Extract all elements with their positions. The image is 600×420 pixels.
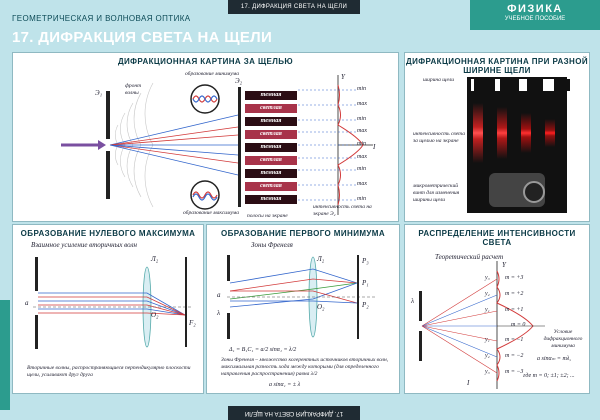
level-5: min [357, 141, 366, 147]
panel-first-minimum [206, 224, 400, 394]
panel-intensity-distribution [404, 224, 590, 394]
label-a: a [25, 299, 29, 307]
stripe-column [245, 91, 297, 211]
label-p1: P₁ [362, 279, 369, 287]
label-f2: F₂ [189, 319, 196, 327]
slit-photo-3 [519, 79, 543, 91]
subject-line: ГЕОМЕТРИЧЕСКАЯ И ВОЛНОВАЯ ОПТИКА [12, 14, 191, 23]
screen [357, 255, 359, 339]
publisher-side-strip [0, 300, 10, 410]
incident-arrowhead [98, 140, 106, 150]
subtitle: Зоны Френеля [251, 241, 293, 249]
panel-diffraction-pattern [12, 52, 399, 222]
label-intensity-e2: интенсивность света на экране Э₂ [313, 204, 372, 217]
screen-e2 [238, 87, 241, 207]
order-1: m = +3 [505, 275, 524, 281]
note: Зоны Френеля – множество когерентных источников вторичных волн, максимальная разность хода между которыми (для определенного направления распространения) равна λ/2 [221, 357, 389, 377]
slit-photo-1 [471, 79, 490, 91]
order-5: m = −1 [505, 337, 524, 343]
label-stripes: полосы на экране [247, 213, 288, 219]
screen-e1-top [106, 91, 110, 139]
zero-max-diagram [13, 251, 203, 351]
label-e1: Э₁ [95, 89, 103, 97]
level-7: min [357, 166, 366, 172]
slit-bottom [35, 315, 38, 349]
band-3: темная [245, 117, 297, 126]
band-5: темная [245, 143, 297, 152]
slit-bottom [227, 313, 230, 339]
band-8: светлая [245, 182, 297, 191]
label-micrometer: микрометрический винт для изменения ширины щели [413, 183, 460, 203]
brand-title: ФИЗИКА [507, 3, 563, 15]
oblique-rays [230, 269, 357, 307]
slit-top [227, 255, 230, 281]
y-label-6: y₃ [485, 369, 490, 375]
order-2: m = +2 [505, 291, 524, 297]
subtitle: Теоретический расчет [435, 253, 504, 261]
panel-heading: ДИФРАКЦИОННАЯ КАРТИНА ПРИ РАЗНОЙ ШИРИНЕ ЩЕЛИ [405, 57, 589, 75]
condition-title: Условие дифракционного минимума [543, 329, 583, 349]
formula-delta: Δ₁ = B₁C₁ = a/2 sinα₁ = λ/2 [229, 347, 297, 353]
slit-top [419, 291, 422, 321]
band-9: темная [245, 195, 297, 204]
page-title: 17. ДИФРАКЦИЯ СВЕТА НА ЩЕЛИ [12, 29, 273, 46]
level-3: min [357, 116, 366, 122]
label-wave-front: фронт волны [125, 83, 142, 96]
pattern-4 [545, 119, 555, 147]
order-6: m = −2 [505, 353, 524, 359]
label-slit-width: ширина щели [423, 77, 454, 83]
ray-fan [110, 115, 238, 175]
brand-box [470, 0, 600, 30]
order-7: m = −3 [505, 369, 524, 375]
label-y: Y [502, 261, 506, 269]
note: Вторичные волны, распространяющиеся перпендикулярно плоскости щели, усиливают друг друга [27, 365, 191, 378]
band-4: светлая [245, 130, 297, 139]
parallel-rays [38, 293, 185, 315]
slit-photo-2 [495, 79, 516, 91]
first-min-diagram [207, 251, 399, 343]
panel-heading: ДИФРАКЦИОННАЯ КАРТИНА ЗА ЩЕЛЬЮ [117, 57, 294, 66]
level-6: max [357, 154, 367, 160]
screen [185, 257, 187, 347]
level-4: max [357, 128, 367, 134]
axis-y-label: Y [341, 73, 345, 81]
band-1: темная [245, 91, 297, 100]
y-label-1: y₃ [485, 275, 490, 281]
micrometer-dial [523, 181, 545, 203]
label-max-formation: образование максимума [183, 210, 240, 216]
top-tab: 17. ДИФРАКЦИЯ СВЕТА НА ЩЕЛИ [228, 0, 360, 14]
y-label-2: y₂ [485, 291, 490, 297]
y-label-4: y₁ [485, 337, 490, 343]
brand-subtitle: УЧЕБНОЕ ПОСОБИЕ [504, 16, 566, 22]
band-2: светлая [245, 104, 297, 113]
label-o2: O₂ [317, 303, 325, 311]
level-8: max [357, 181, 367, 187]
slit-photo-4 [543, 79, 570, 91]
level-9: min [357, 196, 366, 202]
label-lambda: λ [217, 309, 221, 317]
label-lambda: λ [411, 297, 415, 305]
diffraction-diagram [13, 65, 398, 220]
panel-heading: ОБРАЗОВАНИЕ ПЕРВОГО МИНИМУМА [220, 229, 386, 238]
level-2: max [357, 101, 367, 107]
slit-top [35, 257, 38, 291]
subtitle: Взаимное усиление вторичных волн [31, 241, 137, 249]
condition-formula: a sinαₘ = mλ, [537, 356, 571, 362]
intensity-diagram [405, 261, 589, 391]
y-label-3: y₁ [485, 307, 490, 313]
label-a: a [217, 291, 221, 299]
panel-slit-width [404, 52, 590, 222]
label-min-formation: образование минимума [185, 71, 239, 77]
formula-min: a sinα₁ = ± λ [269, 382, 301, 388]
level-1: min [357, 86, 366, 92]
label-p2: P₂ [362, 301, 369, 309]
pattern-2 [497, 107, 507, 159]
slit-photos [467, 77, 567, 213]
label-l2: Л₂ [151, 255, 159, 263]
label-o2: O₂ [151, 311, 159, 319]
label-i: I [467, 379, 470, 387]
panel-heading: ОБРАЗОВАНИЕ НУЛЕВОГО МАКСИМУМА [20, 229, 196, 238]
y-label-5: y₂ [485, 353, 490, 359]
label-l2: Л₂ [317, 255, 325, 263]
screen-e1-bottom [106, 151, 110, 199]
condition-m: где m = 0; ±1; ±2; ... [523, 373, 575, 379]
pattern-1 [473, 103, 483, 163]
axis-i-label: I [373, 143, 376, 151]
band-6: светлая [245, 156, 297, 165]
order-3: m = +1 [505, 307, 524, 313]
label-e2: Э₂ [235, 77, 243, 85]
panel-heading: РАСПРЕДЕЛЕНИЕ ИНТЕНСИВНОСТИ СВЕТА [418, 229, 576, 247]
pattern-3 [521, 113, 531, 153]
bottom-tab: 17. ДИФРАКЦИЯ СВЕТА НА ЩЕЛИ [228, 406, 360, 420]
label-intensity-behind: интенсивность света за щелью на экране [413, 131, 465, 144]
band-7: темная [245, 169, 297, 178]
order-4: m = 0 [511, 322, 526, 328]
label-p3: P₃ [362, 257, 369, 265]
panel-zero-maximum [12, 224, 204, 394]
slit-bottom [419, 331, 422, 361]
